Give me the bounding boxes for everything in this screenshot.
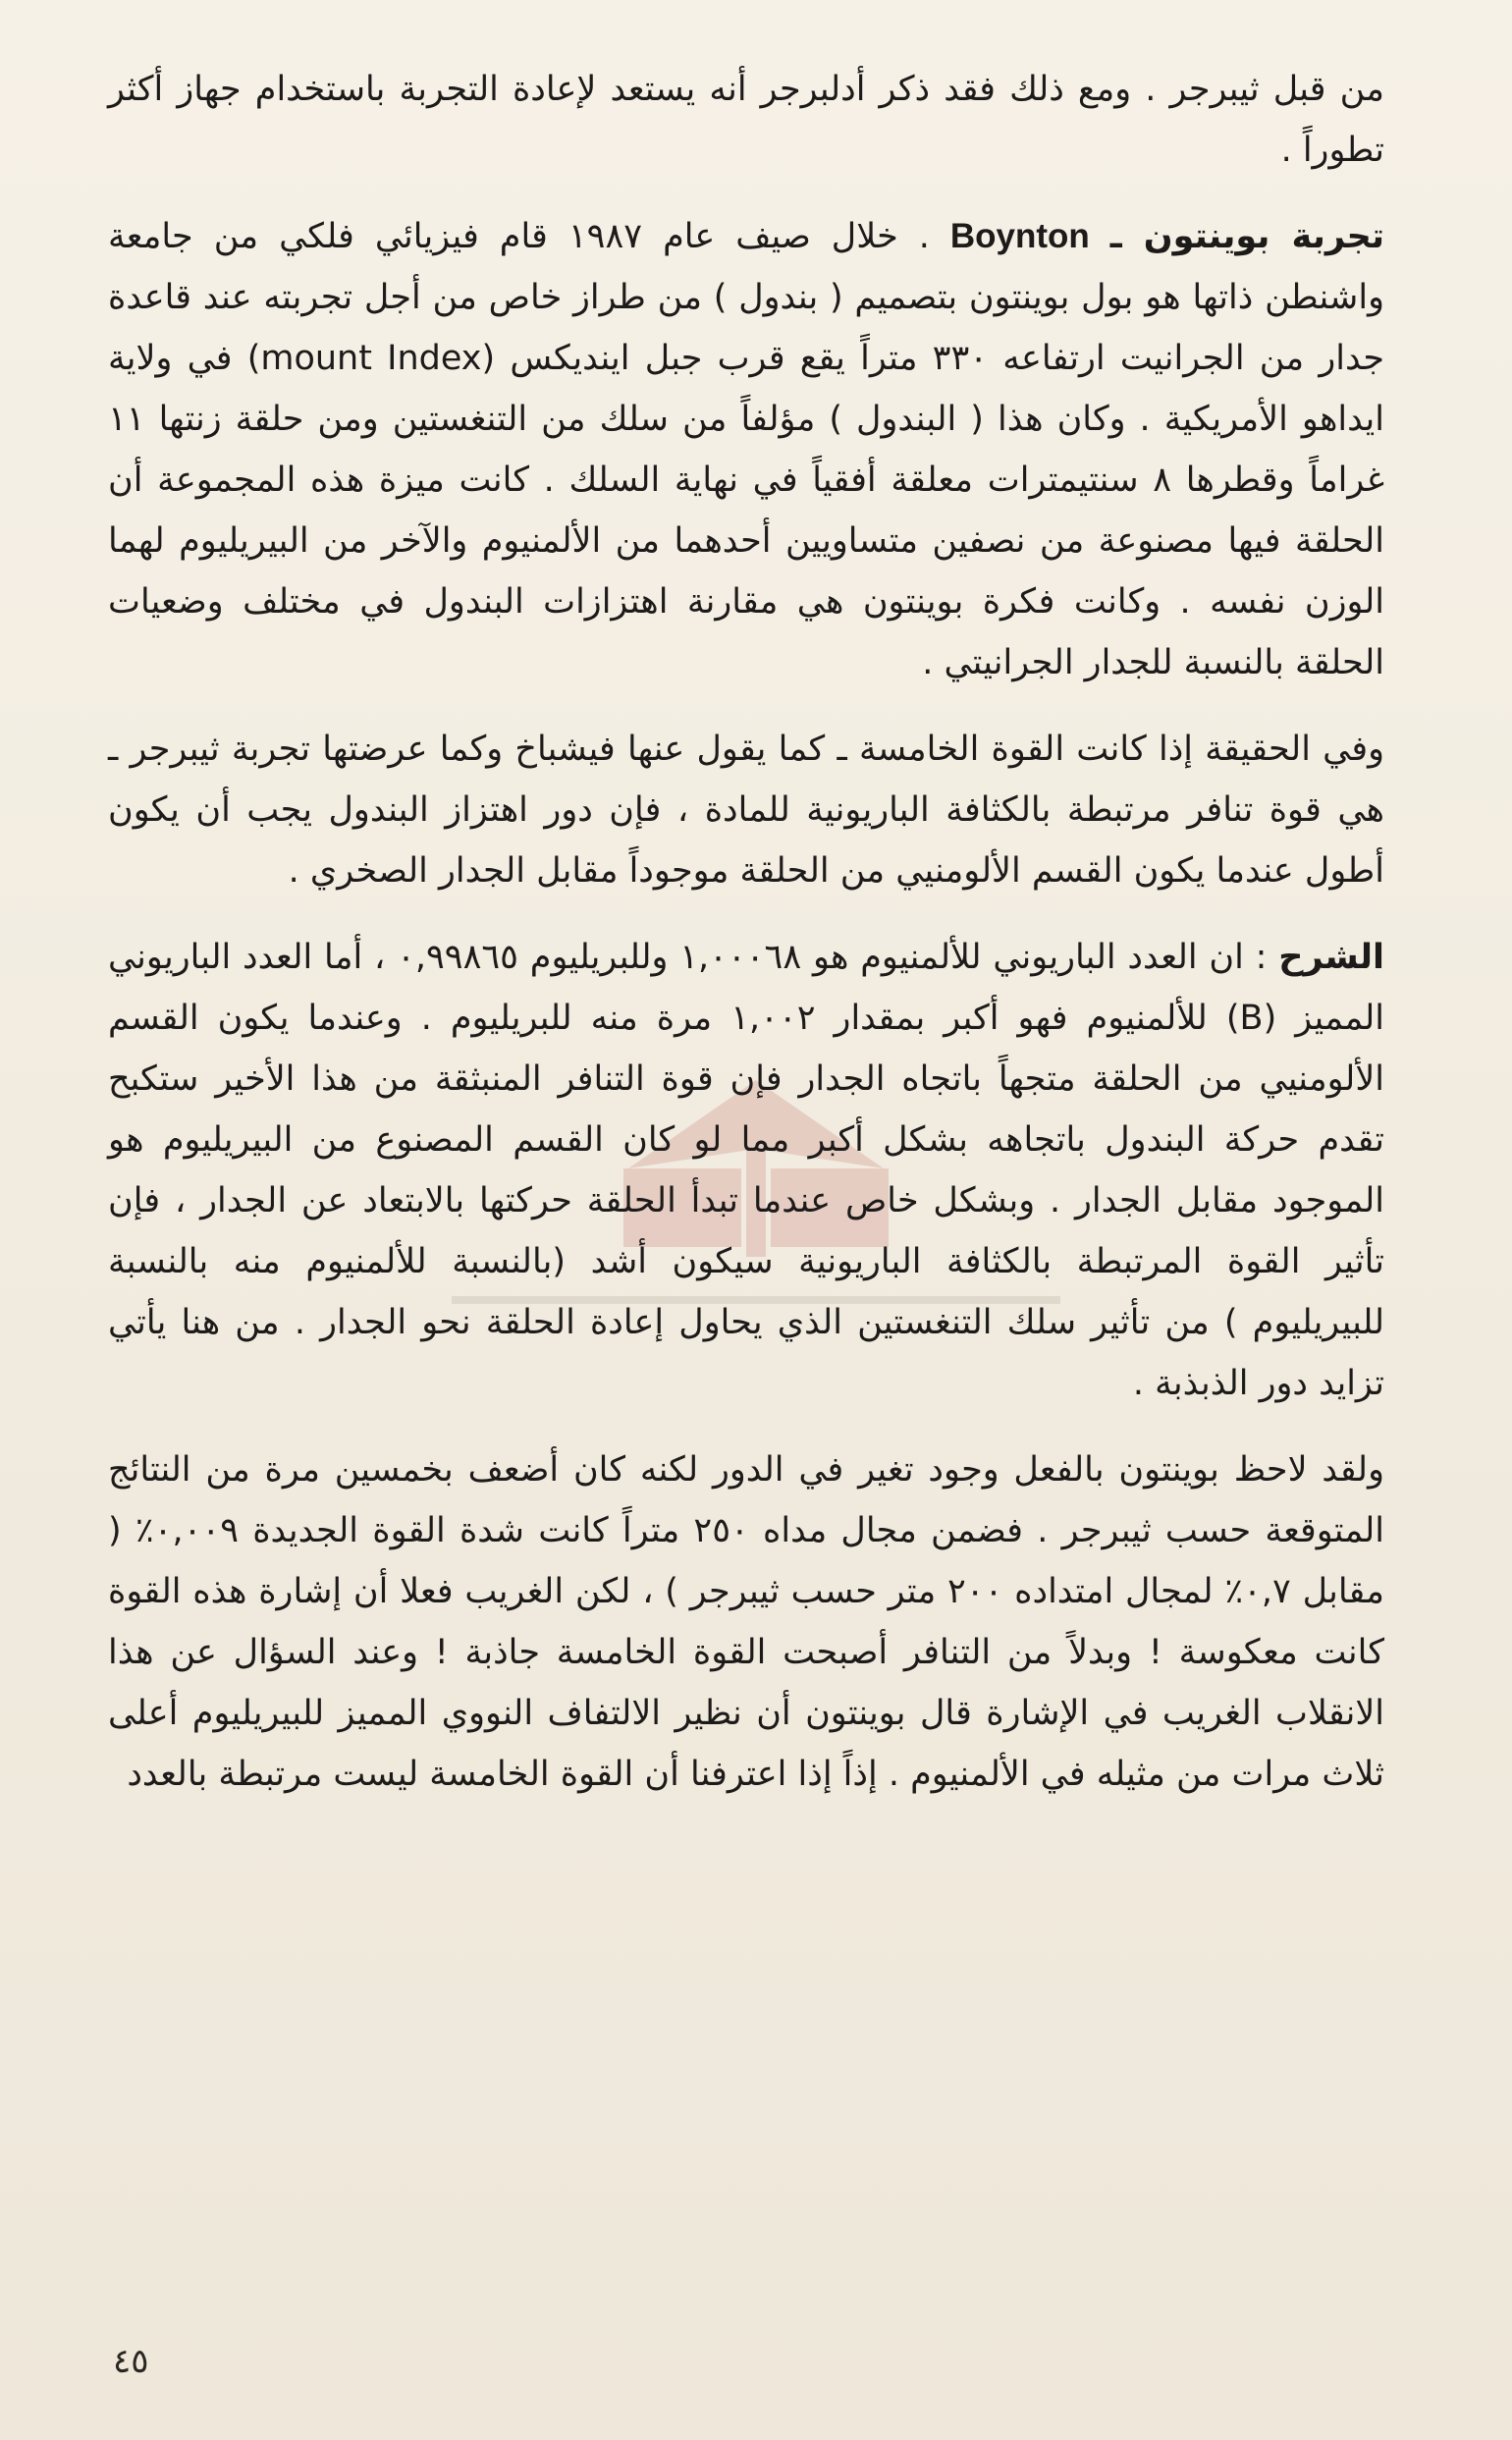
paragraph-text: ولقد لاحظ بوينتون بالفعل وجود تغير في الدور لكنه كان أضعف بخمسين مرة من النتائج المتوقعة حسب ثيبرجر . فضمن مجال مداه ٢٥٠ متراً كانت شدة القوة الجديدة ٠,٠٠٩٪ ( مقابل ٠,٧٪ لمجال امتداده ٢٠٠ متر حسب ثيبرجر ) ، لكن الغريب فعلا أن إشارة هذه القوة كانت معكوسة ! وبدلاً من التنافر أصبحت القوة الخامسة جاذبة ! وعند السؤال عن هذا الانقلاب الغريب في الإشارة قال بوينتون أن نظير الالتفاف النووي المميز للبيريليوم أعلى ثلاث مرات من مثيله في الألمنيوم . إذاً إذا اعترفنا أن القوة الخامسة ليست مرتبطة بالعدد [108,1450,1384,1794]
latin-name-boynton: Boynton [949,217,1090,255]
paragraph-explanation [108,927,1384,1414]
paragraph-text: من قبل ثيبرجر . ومع ذلك فقد ذكر أدلبرجر أنه يستعد لإعادة التجربة باستخدام جهاز أكثر تطوراً . [108,70,1384,170]
paragraph-results [108,1439,1384,1805]
explanation-heading: الشرح [1278,938,1384,977]
section-heading-boynton: تجربة بوينتون ـ [1109,217,1384,256]
paragraph-boynton-experiment [108,206,1384,693]
paragraph-text: : ان العدد الباريوني للألمنيوم هو ١,٠٠٠٦٨ وللبريليوم ٠,٩٩٨٦٥ ، أما العدد الباريوني المميز (B) للألمنيوم فهو أكبر بمقدار ١,٠٠٢ مرة منه للبريليوم . وعندما يكون القسم الألومنيي من الحلقة متجهاً باتجاه الجدار فإن قوة التنافر المنبثقة من هذا الأخير ستكبح تقدم حركة البندول باتجاهه بشكل أكبر مما لو كان القسم المصنوع من البيريليوم هو الموجود مقابل الجدار . وبشكل خاص عندما تبدأ الحلقة حركتها بالابتعاد عن الجدار ، فإن تأثير القوة المرتبطة بالكثافة الباريونية سيكون أشد (بالنسبة للألمنيوم منه بالنسبة للبيريليوم ) من تأثير سلك التنغستين الذي يحاول إعادة الحلقة نحو الجدار . من هنا يأتي تزايد دور الذبذبة . [108,938,1384,1403]
paragraph-text: وفي الحقيقة إذا كانت القوة الخامسة ـ كما يقول عنها فيشباخ وكما عرضتها تجربة ثيبرجر ـ هي قوة تنافر مرتبطة بالكثافة الباريونية للمادة ، فإن دور اهتزاز البندول يجب أن يكون أطول عندما يكون القسم الألومنيي من الحلقة موجوداً مقابل الجدار الصخري . [108,730,1384,891]
paragraph-text: . خلال صيف عام ١٩٨٧ قام فيزيائي فلكي من جامعة واشنطن ذاتها هو بول بوينتون بتصميم ( بندول ) من طراز خاص من أجل تجربته عند قاعدة جدار من الجرانيت ارتفاعه ٣٣٠ متراً يقع قرب جبل اينديكس (mount Index) في ولاية ايداهو الأمريكية . وكان هذا ( البندول ) مؤلفاً من سلك من التنغستين ومن حلقة زنتها ١١ غراماً وقطرها ٨ سنتيمترات معلقة أفقياً في نهاية السلك . كانت ميزة هذه المجموعة أن الحلقة فيها مصنوعة من نصفين متساويين أحدهما من الألمنيوم والآخر من البيريليوم لهما الوزن نفسه . وكانت فكرة بوينتون هي مقارنة اهتزازات البندول في مختلف وضعيات الحلقة بالنسبة للجدار الجرانيتي . [108,217,1384,682]
paragraph-intro [108,59,1384,181]
page-number: ٤٥ [113,2342,149,2381]
paragraph-fifth-force [108,719,1384,901]
body-text [108,59,1384,1830]
